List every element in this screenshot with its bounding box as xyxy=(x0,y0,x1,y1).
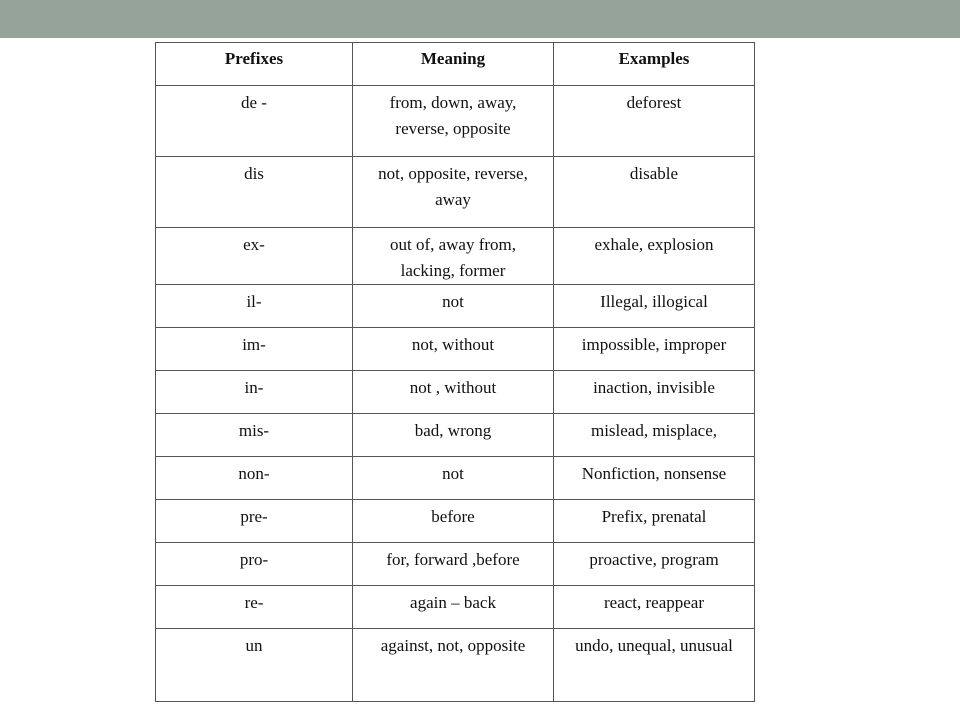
cell-examples: react, reappear xyxy=(554,586,755,629)
cell-prefix: ex- xyxy=(156,228,353,285)
cell-meaning: not xyxy=(353,457,554,500)
table-row xyxy=(156,543,755,586)
header-meaning: Meaning xyxy=(353,43,554,86)
prefix-table-container xyxy=(155,42,755,702)
cell-prefix: pro- xyxy=(156,543,353,586)
table-row xyxy=(156,157,755,228)
cell-examples: inaction, invisible xyxy=(554,371,755,414)
cell-examples: Nonfiction, nonsense xyxy=(554,457,755,500)
table-row xyxy=(156,285,755,328)
cell-examples: impossible, improper xyxy=(554,328,755,371)
cell-examples: exhale, explosion xyxy=(554,228,755,285)
cell-meaning: for, forward ,before xyxy=(353,543,554,586)
cell-prefix: un xyxy=(156,629,353,702)
cell-meaning: not, opposite, reverse, away xyxy=(353,157,554,228)
slide-header-bar xyxy=(0,0,960,38)
table-row xyxy=(156,228,755,285)
header-prefixes: Prefixes xyxy=(156,43,353,86)
cell-prefix: non- xyxy=(156,457,353,500)
cell-prefix: dis xyxy=(156,157,353,228)
cell-examples: mislead, misplace, xyxy=(554,414,755,457)
cell-examples: Illegal, illogical xyxy=(554,285,755,328)
table-header-row xyxy=(156,43,755,86)
prefix-table xyxy=(155,42,755,702)
cell-prefix: il- xyxy=(156,285,353,328)
table-row xyxy=(156,500,755,543)
cell-examples: deforest xyxy=(554,86,755,157)
cell-examples: proactive, program xyxy=(554,543,755,586)
cell-meaning: before xyxy=(353,500,554,543)
cell-meaning: again – back xyxy=(353,586,554,629)
cell-prefix: re- xyxy=(156,586,353,629)
cell-prefix: de - xyxy=(156,86,353,157)
cell-meaning: not , without xyxy=(353,371,554,414)
table-row xyxy=(156,629,755,702)
cell-prefix: im- xyxy=(156,328,353,371)
cell-prefix: in- xyxy=(156,371,353,414)
table-row xyxy=(156,328,755,371)
cell-meaning: bad, wrong xyxy=(353,414,554,457)
header-examples: Examples xyxy=(554,43,755,86)
cell-examples: disable xyxy=(554,157,755,228)
cell-prefix: mis- xyxy=(156,414,353,457)
cell-meaning: from, down, away, reverse, opposite xyxy=(353,86,554,157)
cell-meaning: against, not, opposite xyxy=(353,629,554,702)
cell-meaning: not, without xyxy=(353,328,554,371)
table-row xyxy=(156,586,755,629)
cell-examples: Prefix, prenatal xyxy=(554,500,755,543)
table-row xyxy=(156,414,755,457)
cell-meaning: not xyxy=(353,285,554,328)
cell-examples: undo, unequal, unusual xyxy=(554,629,755,702)
cell-meaning: out of, away from, lacking, former xyxy=(353,228,554,285)
table-row xyxy=(156,86,755,157)
table-row xyxy=(156,457,755,500)
table-row xyxy=(156,371,755,414)
cell-prefix: pre- xyxy=(156,500,353,543)
